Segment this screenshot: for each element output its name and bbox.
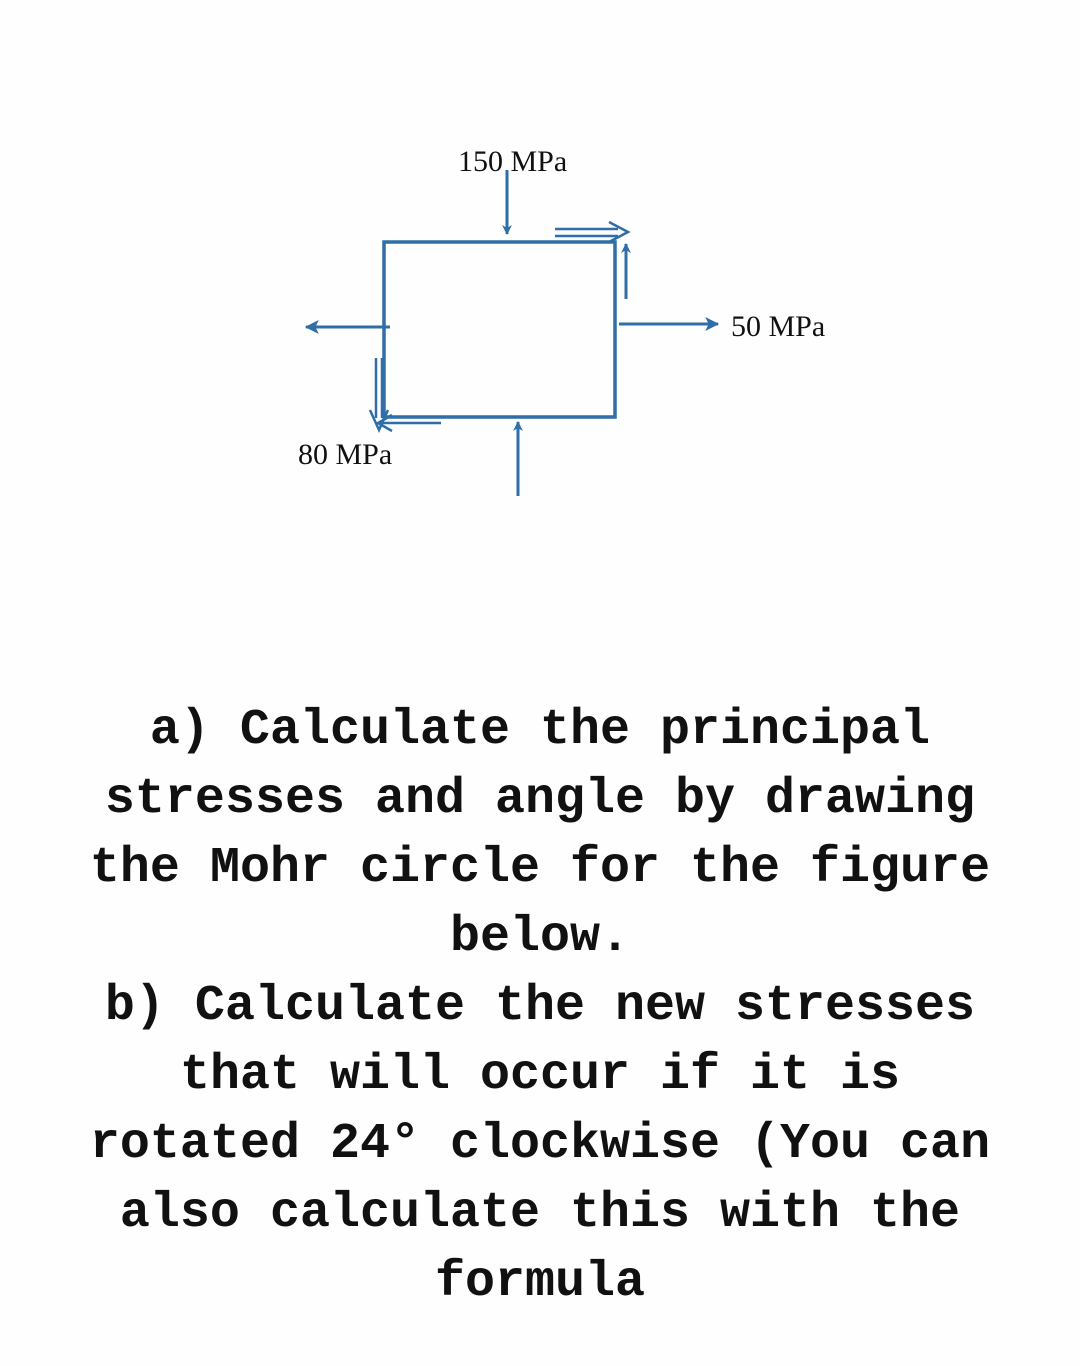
- question-line: formula: [434, 1254, 646, 1311]
- question-line: a) Calculate the principal: [149, 702, 931, 759]
- question-line: the Mohr circle for the figure: [89, 840, 991, 897]
- right-stress-label: 50 MPa: [731, 310, 826, 343]
- question-line: stresses and angle by drawing: [104, 771, 976, 828]
- question-line: that will occur if it is: [179, 1047, 901, 1104]
- question-line: also calculate this with the: [119, 1185, 961, 1242]
- stress-element-figure: [0, 0, 1080, 560]
- top-shear-arrow: [555, 222, 628, 242]
- top-stress-label: 150 MPa: [458, 145, 568, 178]
- left-stress-label: 80 MPa: [298, 438, 393, 471]
- question-line: rotated 24° clockwise (You can: [89, 1116, 991, 1173]
- stress-element-square: [384, 242, 615, 417]
- question-line: b) Calculate the new stresses: [104, 978, 976, 1035]
- question-text: [40, 696, 1040, 1317]
- question-line: below.: [449, 909, 631, 966]
